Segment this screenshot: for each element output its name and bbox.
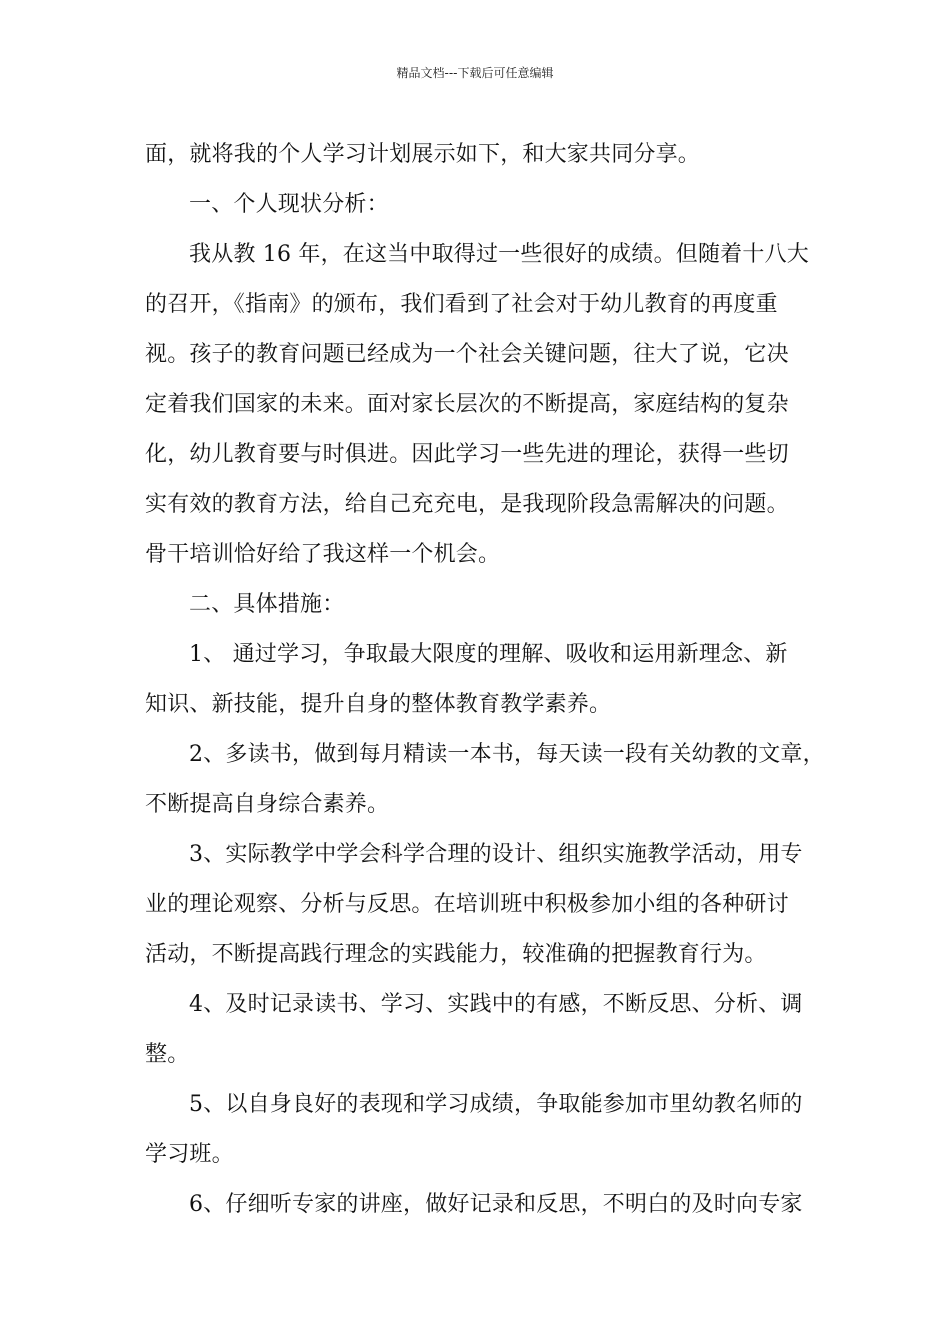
text-line: 整。 [145, 1042, 190, 1067]
text-line: 业的理论观察、分析与反思。在培训班中积极参加小组的各种研讨 [145, 892, 789, 917]
list-item: 3、实际教学中学会科学合理的设计、组织实施教学活动，用专 [189, 842, 803, 867]
text-line: 不断提高自身综合素养。 [145, 792, 390, 817]
text-line: 化，幼儿教育要与时俱进。因此学习一些先进的理论，获得一些切 [145, 442, 789, 467]
text-line: 实有效的教育方法，给自己充充电，是我现阶段急需解决的问题。 [145, 492, 789, 517]
text-line: 知识、新技能，提升自身的整体教育教学素养。 [145, 692, 612, 717]
text-line: 活动，不断提高践行理念的实践能力，较准确的把握教育行为。 [145, 942, 767, 967]
text-line: 学习班。 [145, 1142, 234, 1167]
text-line: 骨干培训恰好给了我这样一个机会。 [145, 542, 501, 567]
document-body [145, 130, 825, 1230]
page-header: 精品文档---下载后可任意编辑 [396, 66, 554, 80]
text-line: 我从教 16 年，在这当中取得过一些很好的成绩。但随着十八大 [189, 242, 809, 267]
list-item: 4、及时记录读书、学习、实践中的有感，不断反思、分析、调 [189, 992, 803, 1017]
text-line: 的召开，《指南》的颁布，我们看到了社会对于幼儿教育的再度重 [145, 292, 778, 317]
text-line: 面，就将我的个人学习计划展示如下，和大家共同分享。 [145, 142, 701, 167]
text-line: 视。孩子的教育问题已经成为一个社会关键问题，往大了说，它决 [145, 342, 789, 367]
list-item: 1、 通过学习，争取最大限度的理解、吸收和运用新理念、新 [189, 642, 788, 667]
section-heading: 一、个人现状分析： [189, 192, 389, 217]
text-line: 定着我们国家的未来。面对家长层次的不断提高，家庭结构的复杂 [145, 392, 789, 417]
section-heading: 二、具体措施： [189, 592, 345, 617]
list-item: 2、多读书，做到每月精读一本书，每天读一段有关幼教的文章， [189, 742, 825, 767]
list-item: 6、仔细听专家的讲座，做好记录和反思，不明白的及时向专家 [189, 1192, 803, 1217]
list-item: 5、以自身良好的表现和学习成绩，争取能参加市里幼教名师的 [189, 1092, 803, 1117]
